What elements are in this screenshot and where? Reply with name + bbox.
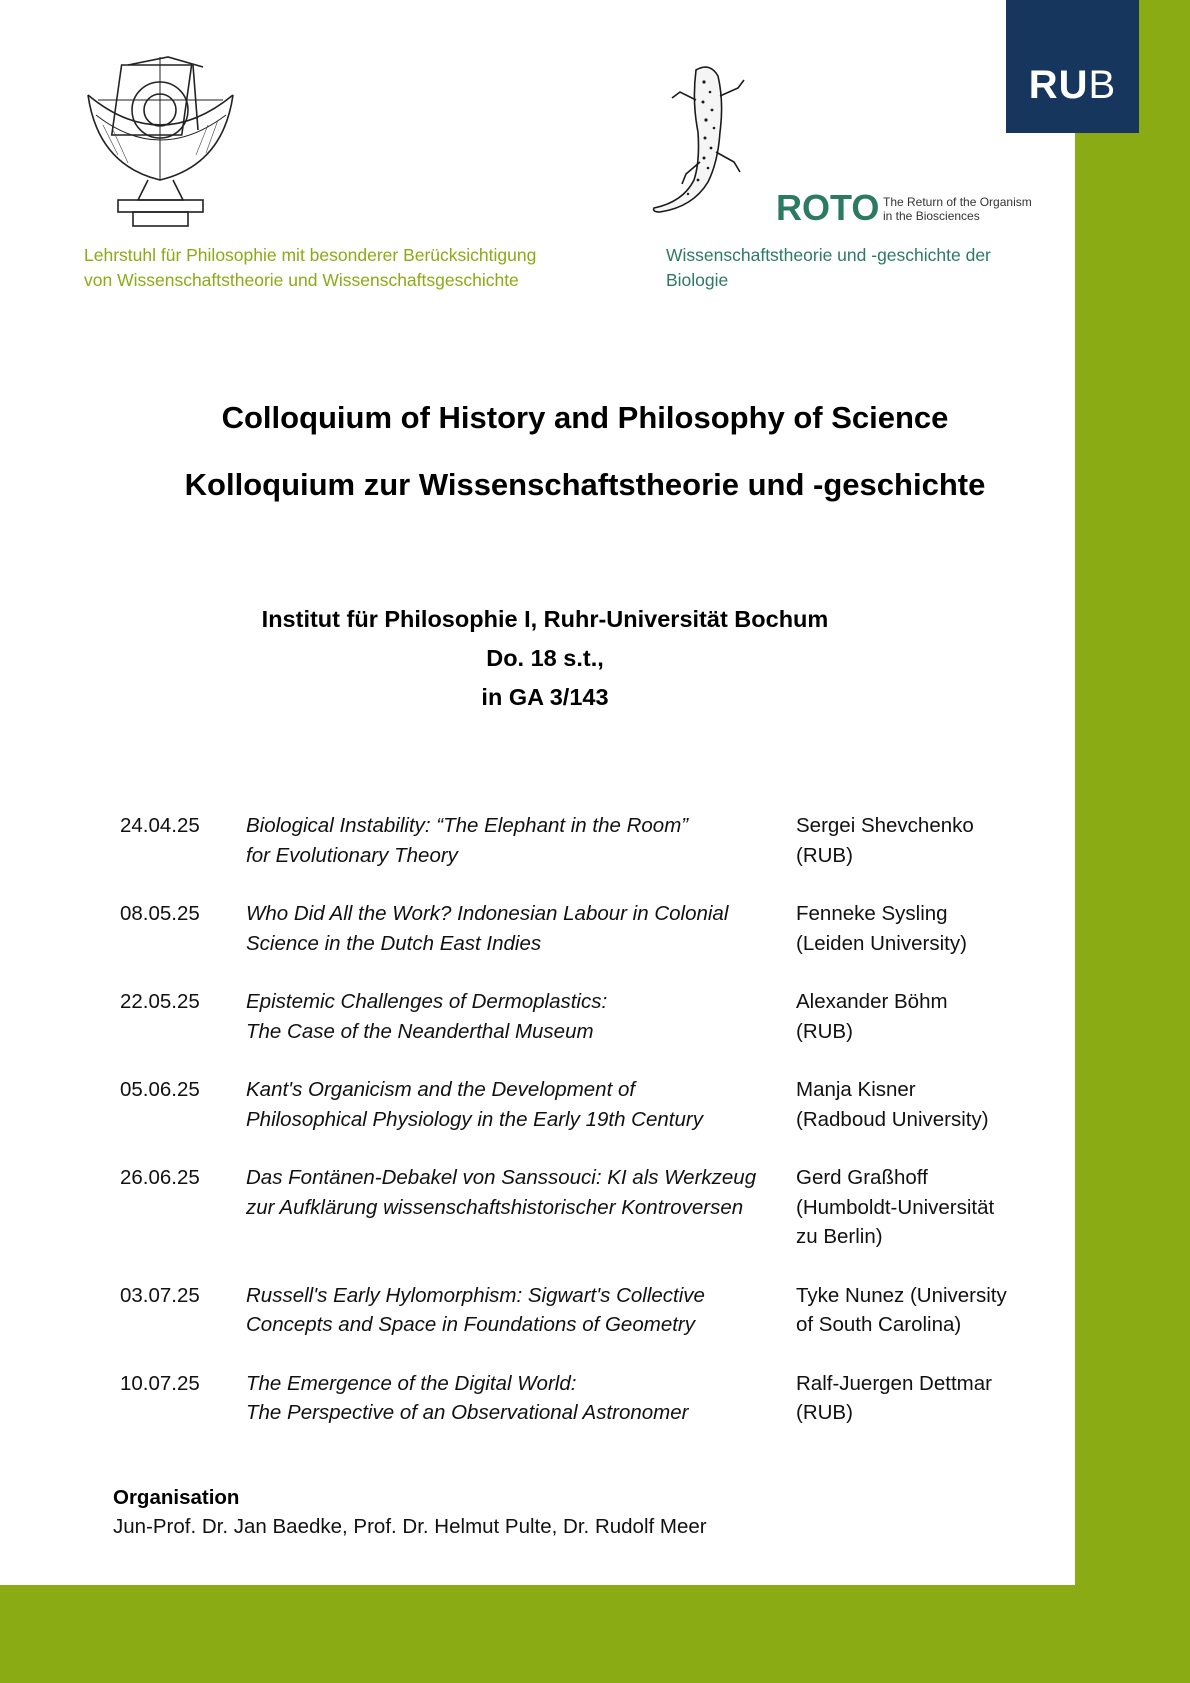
speaker-line: Sergei Shevchenko xyxy=(796,814,974,837)
schedule-row xyxy=(120,1369,1040,1428)
schedule-table xyxy=(120,811,1040,1457)
talk-title-line: Concepts and Space in Foundations of Geometry xyxy=(246,1313,695,1336)
schedule-date: 03.07.25 xyxy=(120,1283,200,1307)
schedule-talk-title xyxy=(246,1163,796,1252)
schedule-speaker xyxy=(796,1369,1036,1428)
institution-right xyxy=(666,243,1046,293)
newt-icon xyxy=(648,62,778,222)
schedule-row xyxy=(120,987,1040,1046)
talk-title-line: Russell's Early Hylomorphism: Sigwart's Collective xyxy=(246,1283,705,1307)
talk-title-line: Kant's Organicism and the Development of xyxy=(246,1078,636,1101)
green-side-band xyxy=(1075,0,1190,1683)
speaker-line: (RUB) xyxy=(796,1401,853,1424)
organisation-names: Jun-Prof. Dr. Jan Baedke, Prof. Dr. Helmut Pulte, Dr. Rudolf Meer xyxy=(113,1515,707,1538)
armillary-sphere-icon xyxy=(78,55,243,230)
speaker-line: (Radboud University) xyxy=(796,1107,989,1131)
roto-tagline xyxy=(883,195,1032,223)
speaker-line: of South Carolina) xyxy=(796,1313,962,1336)
talk-title-line: Philosophical Physiology in the Early 19th Century xyxy=(246,1107,703,1131)
institution-left-line1: Lehrstuhl für Philosophie mit besonderer Berücksichtigung xyxy=(84,245,537,265)
schedule-date: 08.05.25 xyxy=(120,902,200,925)
speaker-line: zu Berlin) xyxy=(796,1225,883,1248)
talk-title-line: Das Fontänen-Debakel von Sanssouci: KI als Werkzeug xyxy=(246,1166,757,1189)
roto-tagline-line2: in the Biosciences xyxy=(883,209,980,223)
rub-logo-bold: RU xyxy=(1028,63,1089,107)
institution-right-line1: Wissenschaftstheorie und -geschichte der xyxy=(666,245,991,265)
schedule-talk-title xyxy=(246,987,796,1046)
talk-title-line: The Perspective of an Observational Astronomer xyxy=(246,1401,689,1424)
schedule-date: 10.07.25 xyxy=(120,1371,200,1395)
speaker-line: (RUB) xyxy=(796,843,853,867)
schedule-talk-title xyxy=(246,1281,796,1340)
institution-left-line2: von Wissenschaftstheorie und Wissenschaftsgeschichte xyxy=(84,270,519,290)
schedule-date: 05.06.25 xyxy=(120,1078,200,1101)
talk-title-line: for Evolutionary Theory xyxy=(246,843,458,867)
talk-title-line: Science in the Dutch East Indies xyxy=(246,931,542,955)
rub-logo xyxy=(1006,0,1139,133)
schedule-talk-title xyxy=(246,1075,796,1134)
speaker-line: Alexander Böhm xyxy=(796,990,948,1013)
schedule-row xyxy=(120,811,1040,870)
speaker-line: Manja Kisner xyxy=(796,1078,916,1101)
title-english: Colloquium of History and Philosophy of Science xyxy=(221,400,949,435)
schedule-talk-title xyxy=(246,811,796,870)
venue-line3: in GA 3/143 xyxy=(481,684,609,710)
speaker-line: (RUB) xyxy=(796,1019,853,1043)
schedule-speaker xyxy=(796,811,1036,870)
schedule-speaker xyxy=(796,1281,1036,1340)
speaker-line: Gerd Graßhoff xyxy=(796,1166,928,1189)
roto-logo-word: ROTO xyxy=(776,187,880,228)
schedule-row xyxy=(120,899,1040,958)
schedule-row xyxy=(120,1163,1040,1252)
speaker-line: Ralf-Juergen Dettmar xyxy=(796,1371,992,1395)
schedule-date: 24.04.25 xyxy=(120,814,200,837)
schedule-date: 22.05.25 xyxy=(120,990,200,1013)
schedule-talk-title xyxy=(246,1369,796,1428)
speaker-line: (Leiden University) xyxy=(796,931,967,955)
talk-title-line: Epistemic Challenges of Dermoplastics: xyxy=(246,990,608,1013)
schedule-date: 26.06.25 xyxy=(120,1166,200,1189)
talk-title-line: The Case of the Neanderthal Museum xyxy=(246,1019,594,1043)
venue-line1: Institut für Philosophie I, Ruhr-Universität Bochum xyxy=(261,606,829,632)
schedule-speaker xyxy=(796,987,1036,1046)
venue-line2: Do. 18 s.t., xyxy=(486,645,604,671)
speaker-line: Tyke Nunez (University xyxy=(796,1283,1007,1307)
rub-logo-thin: B xyxy=(1088,63,1117,107)
schedule-talk-title xyxy=(246,899,796,958)
title-german: Kolloquium zur Wissenschaftstheorie und -geschichte xyxy=(184,467,986,502)
schedule-speaker xyxy=(796,899,1036,958)
green-bottom-band xyxy=(0,1585,1190,1683)
speaker-line: Fenneke Sysling xyxy=(796,902,948,925)
organisation-label: Organisation xyxy=(113,1486,240,1509)
institution-right-line2: Biologie xyxy=(666,270,729,290)
venue-block xyxy=(0,600,1090,717)
schedule-speaker xyxy=(796,1075,1036,1134)
institution-left xyxy=(84,243,604,293)
speaker-line: (Humboldt-Universität xyxy=(796,1195,995,1219)
talk-title-line: The Emergence of the Digital World: xyxy=(246,1371,577,1395)
talk-title-line: Biological Instability: “The Elephant in the Room” xyxy=(246,814,689,837)
schedule-row xyxy=(120,1075,1040,1134)
roto-tagline-line1: The Return of the Organism xyxy=(883,195,1032,209)
schedule-row xyxy=(120,1281,1040,1340)
talk-title-line: zur Aufklärung wissenschaftshistorischer Kontroversen xyxy=(246,1195,744,1219)
schedule-speaker xyxy=(796,1163,1036,1252)
talk-title-line: Who Did All the Work? Indonesian Labour in Colonial xyxy=(246,902,729,925)
